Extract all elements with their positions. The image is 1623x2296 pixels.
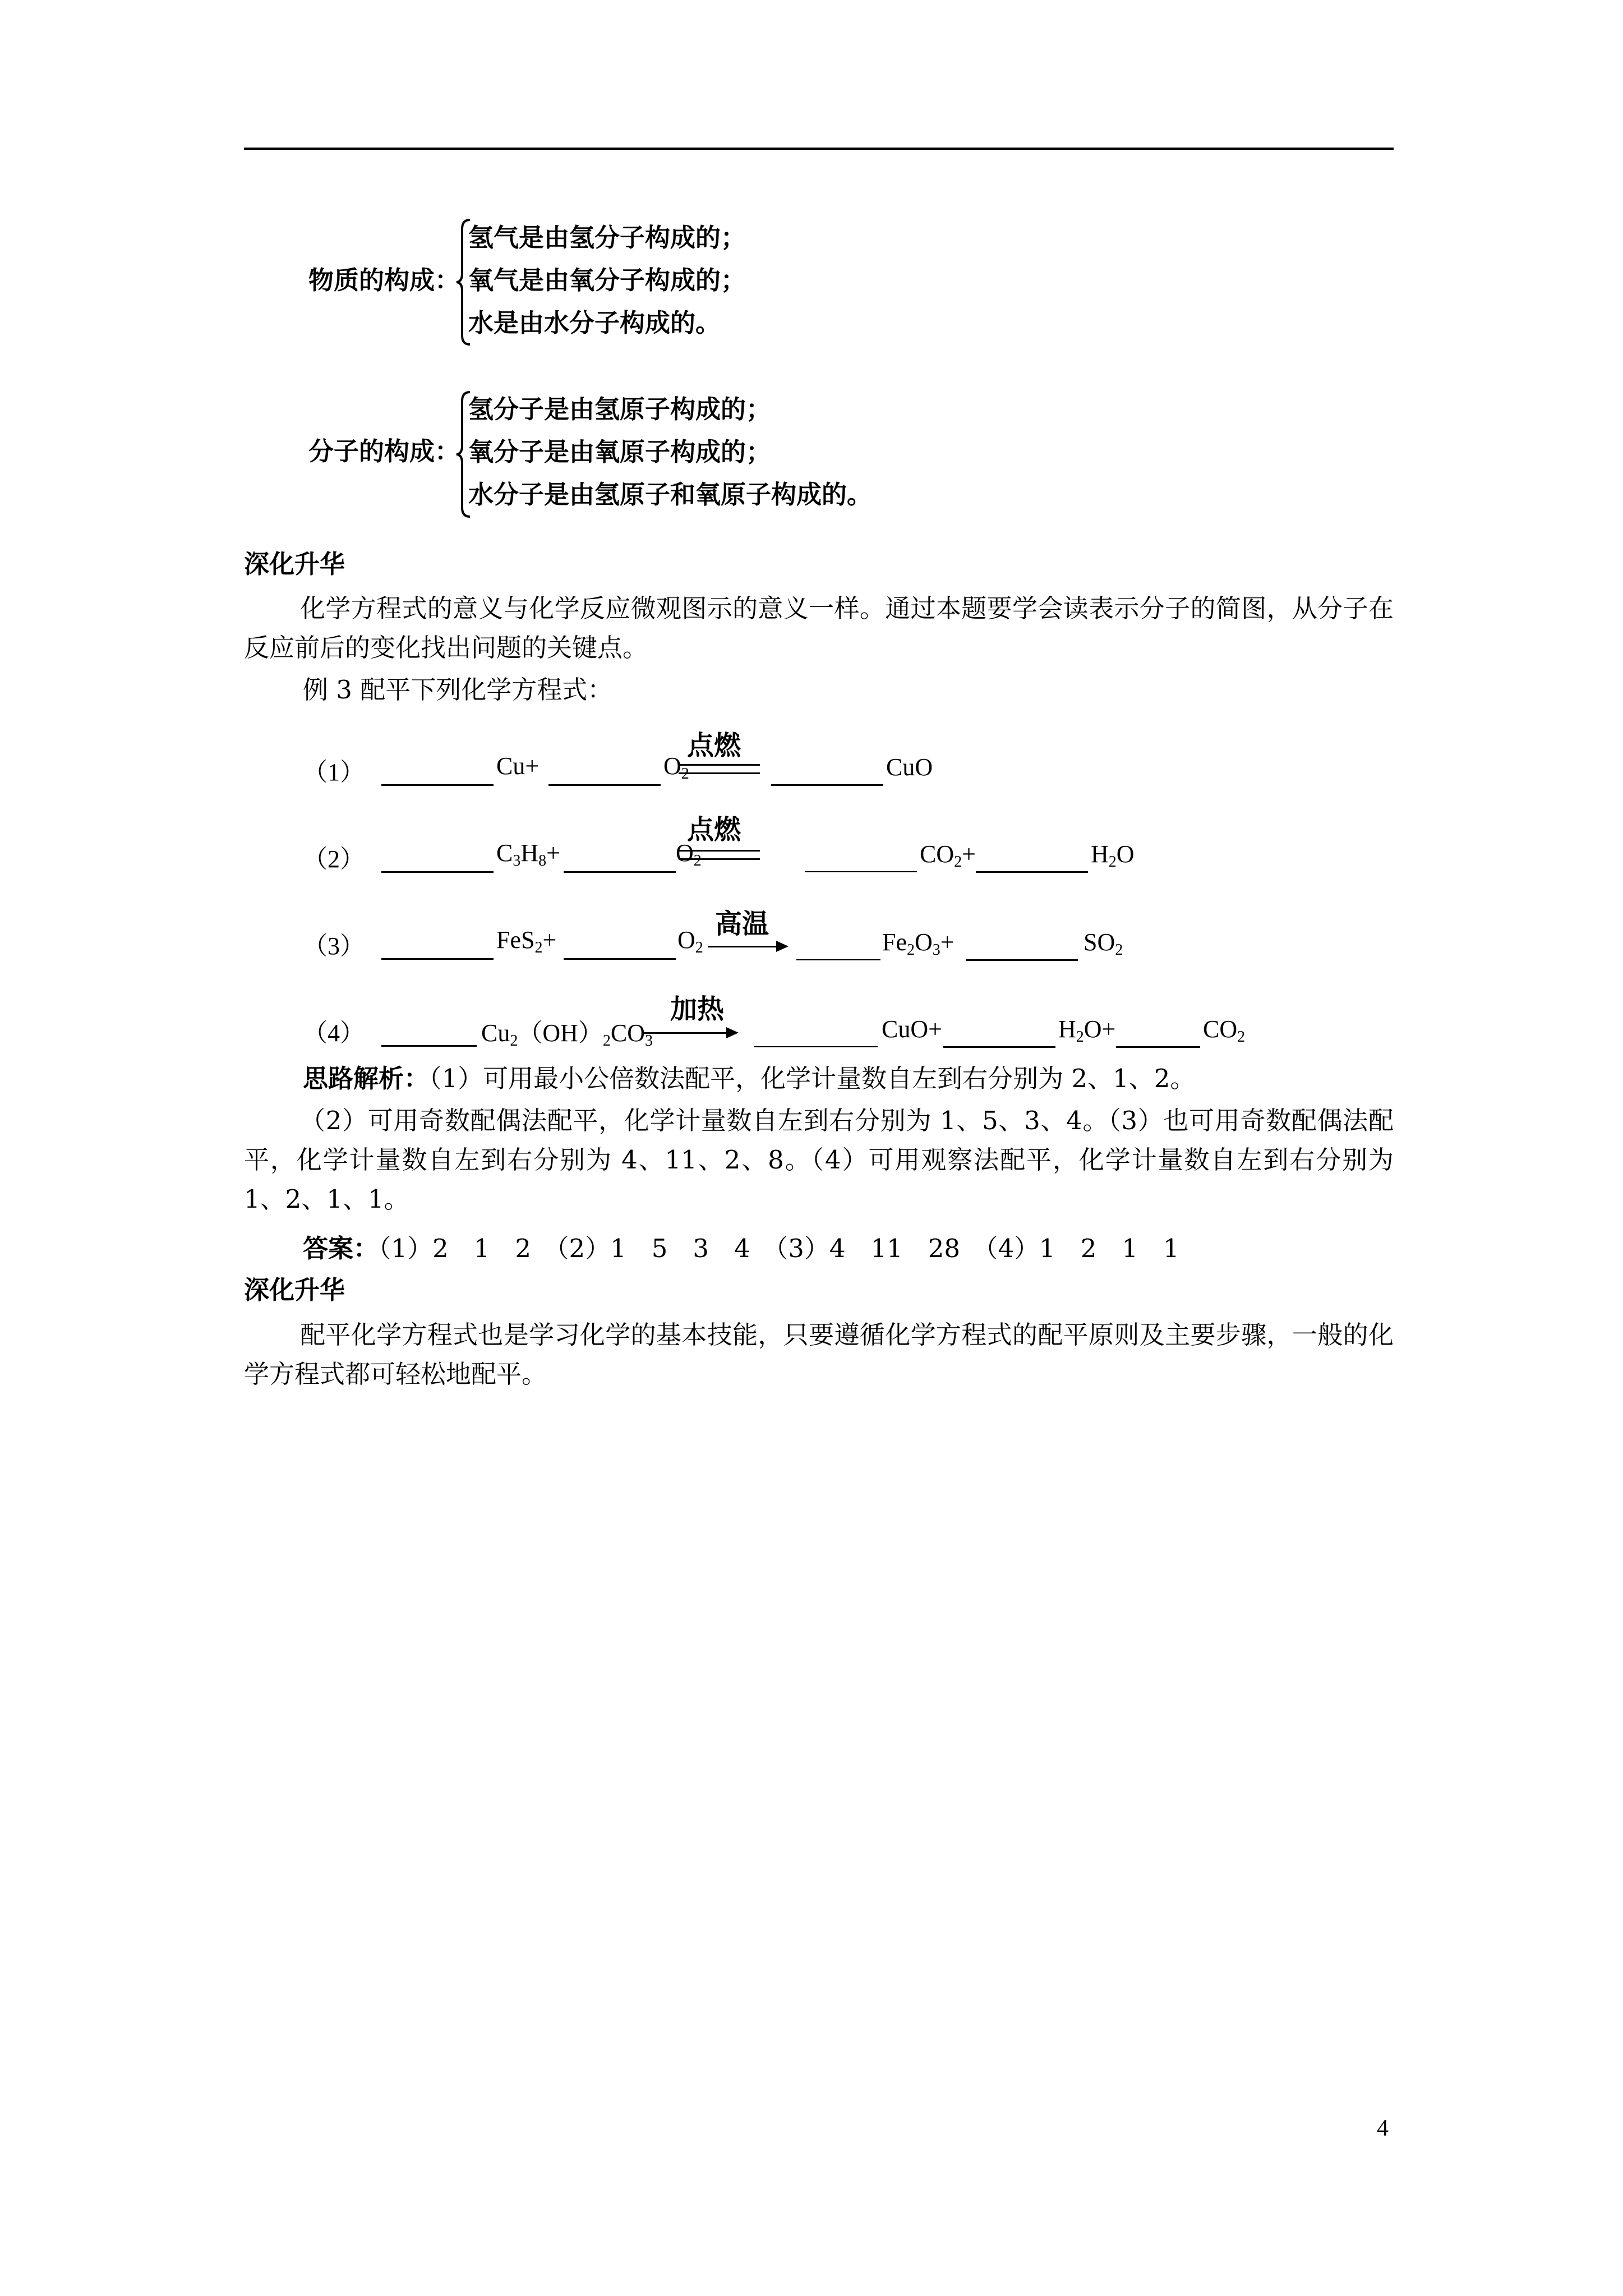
condition-label: 加热 bbox=[670, 993, 725, 1025]
answer-blank[interactable] bbox=[796, 959, 880, 960]
answer-blank[interactable] bbox=[381, 871, 494, 873]
section-heading: 深化升华 bbox=[244, 549, 345, 579]
condition-label: 点燃 bbox=[687, 730, 741, 761]
matter-item: 水是由水分子构成的。 bbox=[468, 308, 721, 338]
formula-cu2oh2co3: $Cu_2(OH)_2CO_3$ bbox=[481, 1019, 653, 1050]
molecule-item: 水分子是由氢原子和氧原子构成的。 bbox=[468, 480, 873, 509]
reaction-equals-sign bbox=[679, 850, 760, 860]
answer-line bbox=[303, 1232, 1179, 1266]
analysis-label: 思路解析： bbox=[303, 1064, 430, 1093]
formula-h2o: $H_2O$ bbox=[1091, 840, 1135, 871]
equation-number: （4） bbox=[303, 1019, 365, 1047]
analysis-paragraph: （2）可用奇数配偶法配平，化学计量数自左到右分别为 1、5、3、4。（3）也可用奇数配偶法配平，化学计量数自左到右分别为 4、11、2、8。（4）可用观察法配平，化学计量数自左到右分别为 1、2、1、1。 bbox=[244, 1106, 1394, 1214]
answer-blank[interactable] bbox=[564, 958, 676, 960]
equation-number: （1） bbox=[303, 758, 365, 786]
formula-co2: $CO_2$ bbox=[1203, 1015, 1246, 1046]
formula-co2: $CO_2+$ bbox=[920, 840, 976, 871]
reaction-arrow bbox=[708, 946, 786, 947]
condition-label: 高温 bbox=[715, 908, 769, 940]
formula-fe2o3: $Fe_2O_3+$ bbox=[882, 928, 955, 959]
molecule-label: 分子的构成： bbox=[308, 436, 460, 466]
answer-blank[interactable] bbox=[1116, 1046, 1200, 1048]
molecule-item: 氧分子是由氧原子构成的； bbox=[468, 437, 772, 467]
equation-number: （2） bbox=[303, 845, 365, 873]
reaction-equals-sign bbox=[679, 764, 760, 774]
answer-blank[interactable] bbox=[943, 1046, 1055, 1048]
answer-blank[interactable] bbox=[805, 871, 917, 872]
section-paragraph: 化学方程式的意义与化学反应微观图示的意义一样。通过本题要学会读表示分子的简图，从分子在反应前后的变化找出问题的关键点。 bbox=[244, 593, 1394, 662]
section-paragraph: 配平化学方程式也是学习化学的基本技能，只要遵循化学方程式的配平原则及主要步骤，一般的化学方程式都可轻松地配平。 bbox=[244, 1320, 1394, 1389]
matter-label: 物质的构成： bbox=[308, 265, 460, 295]
answer-blank[interactable] bbox=[381, 1045, 477, 1047]
answer-blank[interactable] bbox=[381, 958, 494, 960]
condition-label: 点燃 bbox=[687, 814, 741, 845]
formula-c3h8: $C_3H_8+$ bbox=[496, 839, 560, 869]
equation-number: （3） bbox=[303, 932, 365, 960]
answer-blank[interactable] bbox=[966, 959, 1078, 961]
section-heading: 深化升华 bbox=[244, 1275, 345, 1305]
formula-fes2: FeS$_2$+ bbox=[496, 926, 557, 956]
formula-h2o: $H_2O+$ bbox=[1058, 1015, 1116, 1046]
answer-values: （1）2 1 2 （2）1 5 3 4 （3）4 11 28 （4）1 2 1 1 bbox=[379, 1234, 1179, 1263]
answer-blank[interactable] bbox=[976, 871, 1088, 873]
formula-o2: $O_2$ bbox=[676, 839, 702, 869]
answer-blank[interactable] bbox=[381, 784, 494, 786]
header-rule bbox=[244, 148, 1394, 150]
answer-blank[interactable] bbox=[564, 871, 676, 873]
page-number: 4 bbox=[1377, 2115, 1389, 2141]
answer-blank[interactable] bbox=[754, 1046, 878, 1047]
matter-item: 氢气是由氢分子构成的； bbox=[468, 223, 746, 252]
formula-o2: $O_2$ bbox=[663, 752, 689, 783]
answer-blank[interactable] bbox=[771, 784, 883, 786]
formula-so2: $SO_2$ bbox=[1083, 928, 1123, 959]
analysis-first: （1）可用最小公倍数法配平，化学计量数自左到右分别为 2、1、2。 bbox=[429, 1064, 1196, 1093]
analysis-line bbox=[303, 1062, 1195, 1096]
formula-o2: $O_2$ bbox=[677, 926, 703, 956]
reaction-arrow bbox=[644, 1032, 736, 1034]
formula-cu: Cu+ bbox=[496, 752, 540, 780]
formula-cuo: CuO+ bbox=[882, 1015, 942, 1043]
molecule-item: 氢分子是由氢原子构成的； bbox=[468, 394, 772, 424]
answer-label: 答案： bbox=[303, 1234, 379, 1263]
answer-blank[interactable] bbox=[548, 784, 661, 786]
formula-cuo: CuO bbox=[886, 753, 933, 781]
matter-item: 氧气是由氧分子构成的； bbox=[468, 265, 746, 295]
example-title: 例 3 配平下列化学方程式： bbox=[303, 675, 613, 705]
